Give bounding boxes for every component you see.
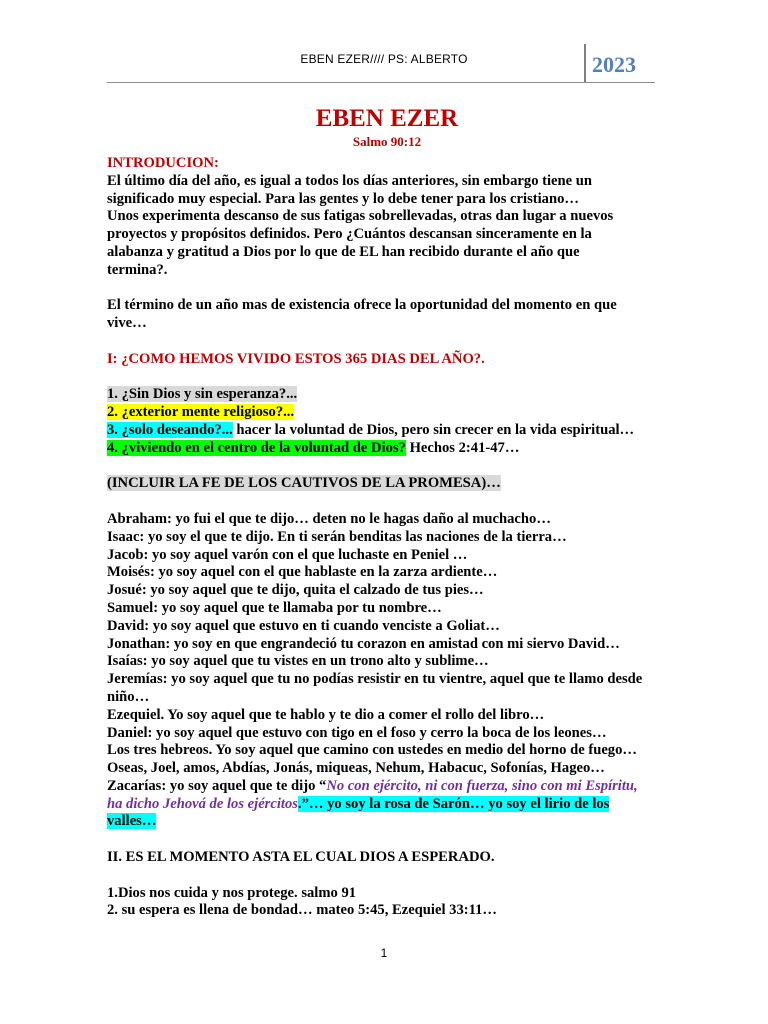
captive-line: Los tres hebreos. Yo soy aquel que camino con ustedes en medio del horno de fuego… xyxy=(107,742,637,759)
zacarias-line xyxy=(107,796,667,814)
captive-line: Abraham: yo fui el que te dijo… deten no le hagas daño al muchacho… xyxy=(107,510,551,527)
header-divider xyxy=(107,82,655,83)
section2-heading: II. ES EL MOMENTO ASTA EL CUAL DIOS A ESPERADO. xyxy=(107,849,495,866)
captive-line: Jacob: yo soy aquel varón con el que luchaste en Peniel … xyxy=(107,546,468,563)
intro-line: proyectos y propósitos definidos. Pero ¿Cuántos descansan sinceramente en la xyxy=(107,226,592,243)
zacarias-prefix: Zacarías: yo soy aquel que te dijo “ xyxy=(107,777,327,794)
section2-item: 1.Dios nos cuida y nos protege. salmo 91 xyxy=(107,884,357,901)
intro-line: alabanza y gratitud a Dios por lo que de EL han recibido durante el año que xyxy=(107,243,580,260)
highlighted-text: 3. ¿solo deseando?... xyxy=(107,421,233,438)
captive-line: Moisés: yo soy aquel con el que hablaste en la zarza ardiente… xyxy=(107,564,498,581)
intro-paragraph-line: vive… xyxy=(107,315,147,332)
zacarias-quote: ha dicho Jehová de los ejércitos xyxy=(107,795,298,812)
item-text: Hechos 2:41-47… xyxy=(405,439,520,456)
page-header-text: EBEN EZER//// PS: ALBERTO xyxy=(300,52,468,66)
spacer xyxy=(107,831,667,849)
spacer xyxy=(107,867,667,885)
spacer xyxy=(107,369,667,387)
section1-item xyxy=(107,440,667,458)
zacarias-quote: No con ejército, ni con fuerza, sino con mi Espíritu, xyxy=(326,777,638,794)
page-number: 1 xyxy=(380,946,388,960)
captive-line: Oseas, Joel, amos, Abdías, Jonás, miqueas, Nehum, Habacuc, Sofonías, Hageo… xyxy=(107,760,605,777)
spacer xyxy=(107,458,667,476)
captive-line: Daniel: yo soy aquel que estuvo con tigo en el foso y cerro la boca de los leones… xyxy=(107,724,607,741)
intro-line: Unos experimenta descanso de sus fatigas sobrellevadas, otras dan lugar a nuevos xyxy=(107,208,614,225)
highlighted-text: 2. ¿exterior mente religioso?... xyxy=(107,404,295,421)
captive-line: niño… xyxy=(107,688,150,705)
zacarias-line xyxy=(107,813,667,831)
highlighted-text: valles… xyxy=(107,813,157,830)
highlighted-text: 4. ¿viviendo en el centro de la voluntad de Dios? xyxy=(107,439,406,456)
section2-item: 2. su espera es llena de bondad… mateo 5:45, Ezequiel 33:11… xyxy=(107,902,497,919)
captive-line: Isaac: yo soy el que te dijo. En ti serán benditas las naciones de la tierra… xyxy=(107,528,567,545)
intro-line: significado muy especial. Para las gentes y lo debe tener para los cristiano… xyxy=(107,190,579,207)
highlighted-text: (INCLUIR LA FE DE LOS CAUTIVOS DE LA PROMESA)… xyxy=(107,475,501,492)
captive-line: Josué: yo soy aquel que te dijo, quita el calzado de tus pies… xyxy=(107,582,484,599)
section1-heading: I: ¿COMO HEMOS VIVIDO ESTOS 365 DIAS DEL AÑO?. xyxy=(107,350,485,367)
section1-item xyxy=(107,422,667,440)
captive-line: Isaías: yo soy aquel que tu vistes en un trono alto y sublime… xyxy=(107,653,489,670)
captive-line: Jeremías: yo soy aquel que tu no podías resistir en tu vientre, aquel que te llamo desde xyxy=(107,671,643,688)
intro-line: El último día del año, es igual a todos los días anteriores, sin embargo tiene un xyxy=(107,172,593,189)
spacer xyxy=(107,333,667,351)
captive-line: Jonathan: yo soy en que engrandeció tu corazon en amistad con mi siervo David… xyxy=(107,635,620,652)
intro-line: termina?. xyxy=(107,261,168,278)
section1-item xyxy=(107,404,667,422)
spacer xyxy=(107,493,667,511)
highlighted-text: yo soy la rosa de Sarón… yo soy el lirio de los xyxy=(323,795,610,812)
header-divider-vertical xyxy=(584,44,586,83)
section1-note xyxy=(107,475,667,493)
captive-line: Ezequiel. Yo soy aquel que te hablo y te dio a comer el rollo del libro… xyxy=(107,706,545,723)
intro-paragraph-line: El término de un año mas de existencia ofrece la oportunidad del momento en que xyxy=(107,297,617,314)
document-title: EBEN EZER xyxy=(315,105,459,132)
document-subtitle: Salmo 90:12 xyxy=(352,134,422,149)
captive-line: David: yo soy aquel que estuvo en ti cuando venciste a Goliat… xyxy=(107,617,500,634)
spacer xyxy=(107,280,667,298)
section1-item xyxy=(107,386,667,404)
intro-heading: INTRODUCION: xyxy=(107,155,219,171)
captive-line: Samuel: yo soy aquel que te llamaba por tu nombre… xyxy=(107,599,442,616)
zacarias-line xyxy=(107,778,667,796)
document-body xyxy=(107,102,667,920)
highlighted-text: 1. ¿Sin Dios y sin esperanza?... xyxy=(107,386,298,403)
highlighted-text: .”… xyxy=(297,795,324,812)
item-text: hacer la voluntad de Dios, pero sin crecer en la vida espiritual… xyxy=(232,421,635,438)
header-year: 2023 xyxy=(592,52,636,77)
